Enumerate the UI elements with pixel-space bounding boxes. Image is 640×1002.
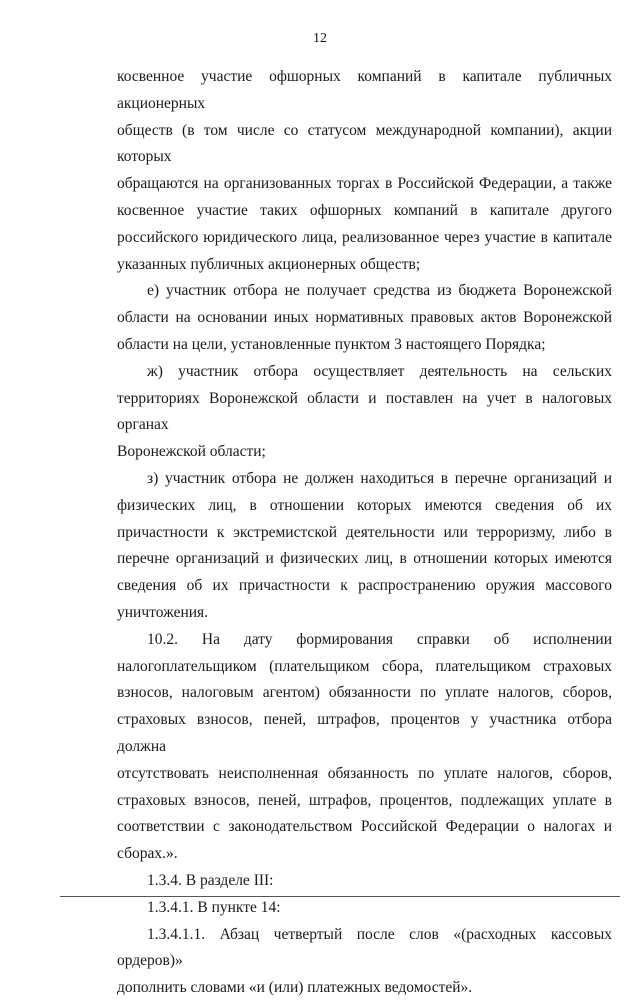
paragraph-item-e	[117, 278, 612, 358]
text-line: территориях Воронежской области и поставлен на учет в налоговых органах	[117, 389, 612, 434]
document-body	[117, 64, 612, 1002]
text-line: страховых взносов, пеней, штрафов, процентов, подлежащих уплате в	[117, 791, 612, 809]
text-line: страховых взносов, пеней, штрафов, процентов у участника отбора должна	[117, 711, 612, 755]
text-line: обществ (в том числе со статусом международной компании), акции которых	[117, 121, 612, 166]
text-line: физических лиц, в отношении которых имеются сведения об их	[117, 496, 612, 514]
paragraph-clause-1-3-4-1	[117, 895, 612, 922]
text-line: взносов, налоговым агентом) обязанности по уплате налогов, сборов,	[117, 684, 612, 702]
text-line: е) участник отбора не получает средства из бюджета Воронежской	[147, 282, 612, 300]
paragraph-item-z	[117, 466, 612, 627]
text-line: соответствии с законодательством Российской Федерации о налогах и	[117, 818, 612, 836]
paragraph-item-zh	[117, 359, 612, 466]
text-line: 1.3.4.1. В пункте 14:	[147, 898, 281, 916]
text-line: обращаются на организованных торгах в Российской Федерации, а также	[117, 175, 612, 193]
text-line: 1.3.4. В разделе III:	[147, 871, 274, 889]
page-number: 12	[313, 31, 327, 46]
text-line: косвенное участие офшорных компаний в капитале публичных акционерных	[117, 68, 612, 112]
text-line: дополнить словами «и (или) платежных ведомостей».	[117, 979, 473, 997]
text-line: 1.3.4.1.1. Абзац четвертый после слов «(расходных кассовых ордеров)»	[117, 925, 612, 970]
text-line: налогоплательщиком (плательщиком сбора, плательщиком страховых	[117, 657, 612, 675]
text-line: сведения об их причастности к распространению оружия массового	[117, 577, 612, 595]
text-line: отсутствовать неисполненная обязанность по уплате налогов, сборов,	[117, 764, 612, 782]
page-bottom-rule	[60, 896, 620, 897]
text-line: области на цели, установленные пунктом 3 настоящего Порядка;	[117, 335, 546, 353]
paragraph-clause-1-3-4-1-1	[117, 922, 612, 1002]
text-line: косвенное участие таких офшорных компаний в капитале другого	[117, 201, 612, 219]
paragraph-clause-10-2	[117, 627, 612, 868]
text-line: з) участник отбора не должен находиться в перечне организаций и	[147, 469, 612, 487]
text-line: 10.2. На дату формирования справки об исполнении	[147, 630, 612, 648]
text-line: указанных публичных акционерных обществ;	[117, 255, 421, 273]
text-line: российского юридического лица, реализованное через участие в капитале	[117, 228, 612, 246]
text-line: ж) участник отбора осуществляет деятельность на сельских	[147, 362, 612, 380]
text-line: причастности к экстремистской деятельности или терроризму, либо в	[117, 523, 612, 541]
text-line: перечне организаций и физических лиц, в отношении которых имеются	[117, 550, 612, 568]
text-line: уничтожения.	[117, 603, 209, 621]
paragraph-clause-1-3-4	[117, 868, 612, 895]
paragraph-continuation	[117, 64, 612, 278]
text-line: сборах.».	[117, 845, 178, 863]
text-line: области на основании иных нормативных правовых актов Воронежской	[117, 309, 612, 327]
text-line: Воронежской области;	[117, 443, 266, 461]
